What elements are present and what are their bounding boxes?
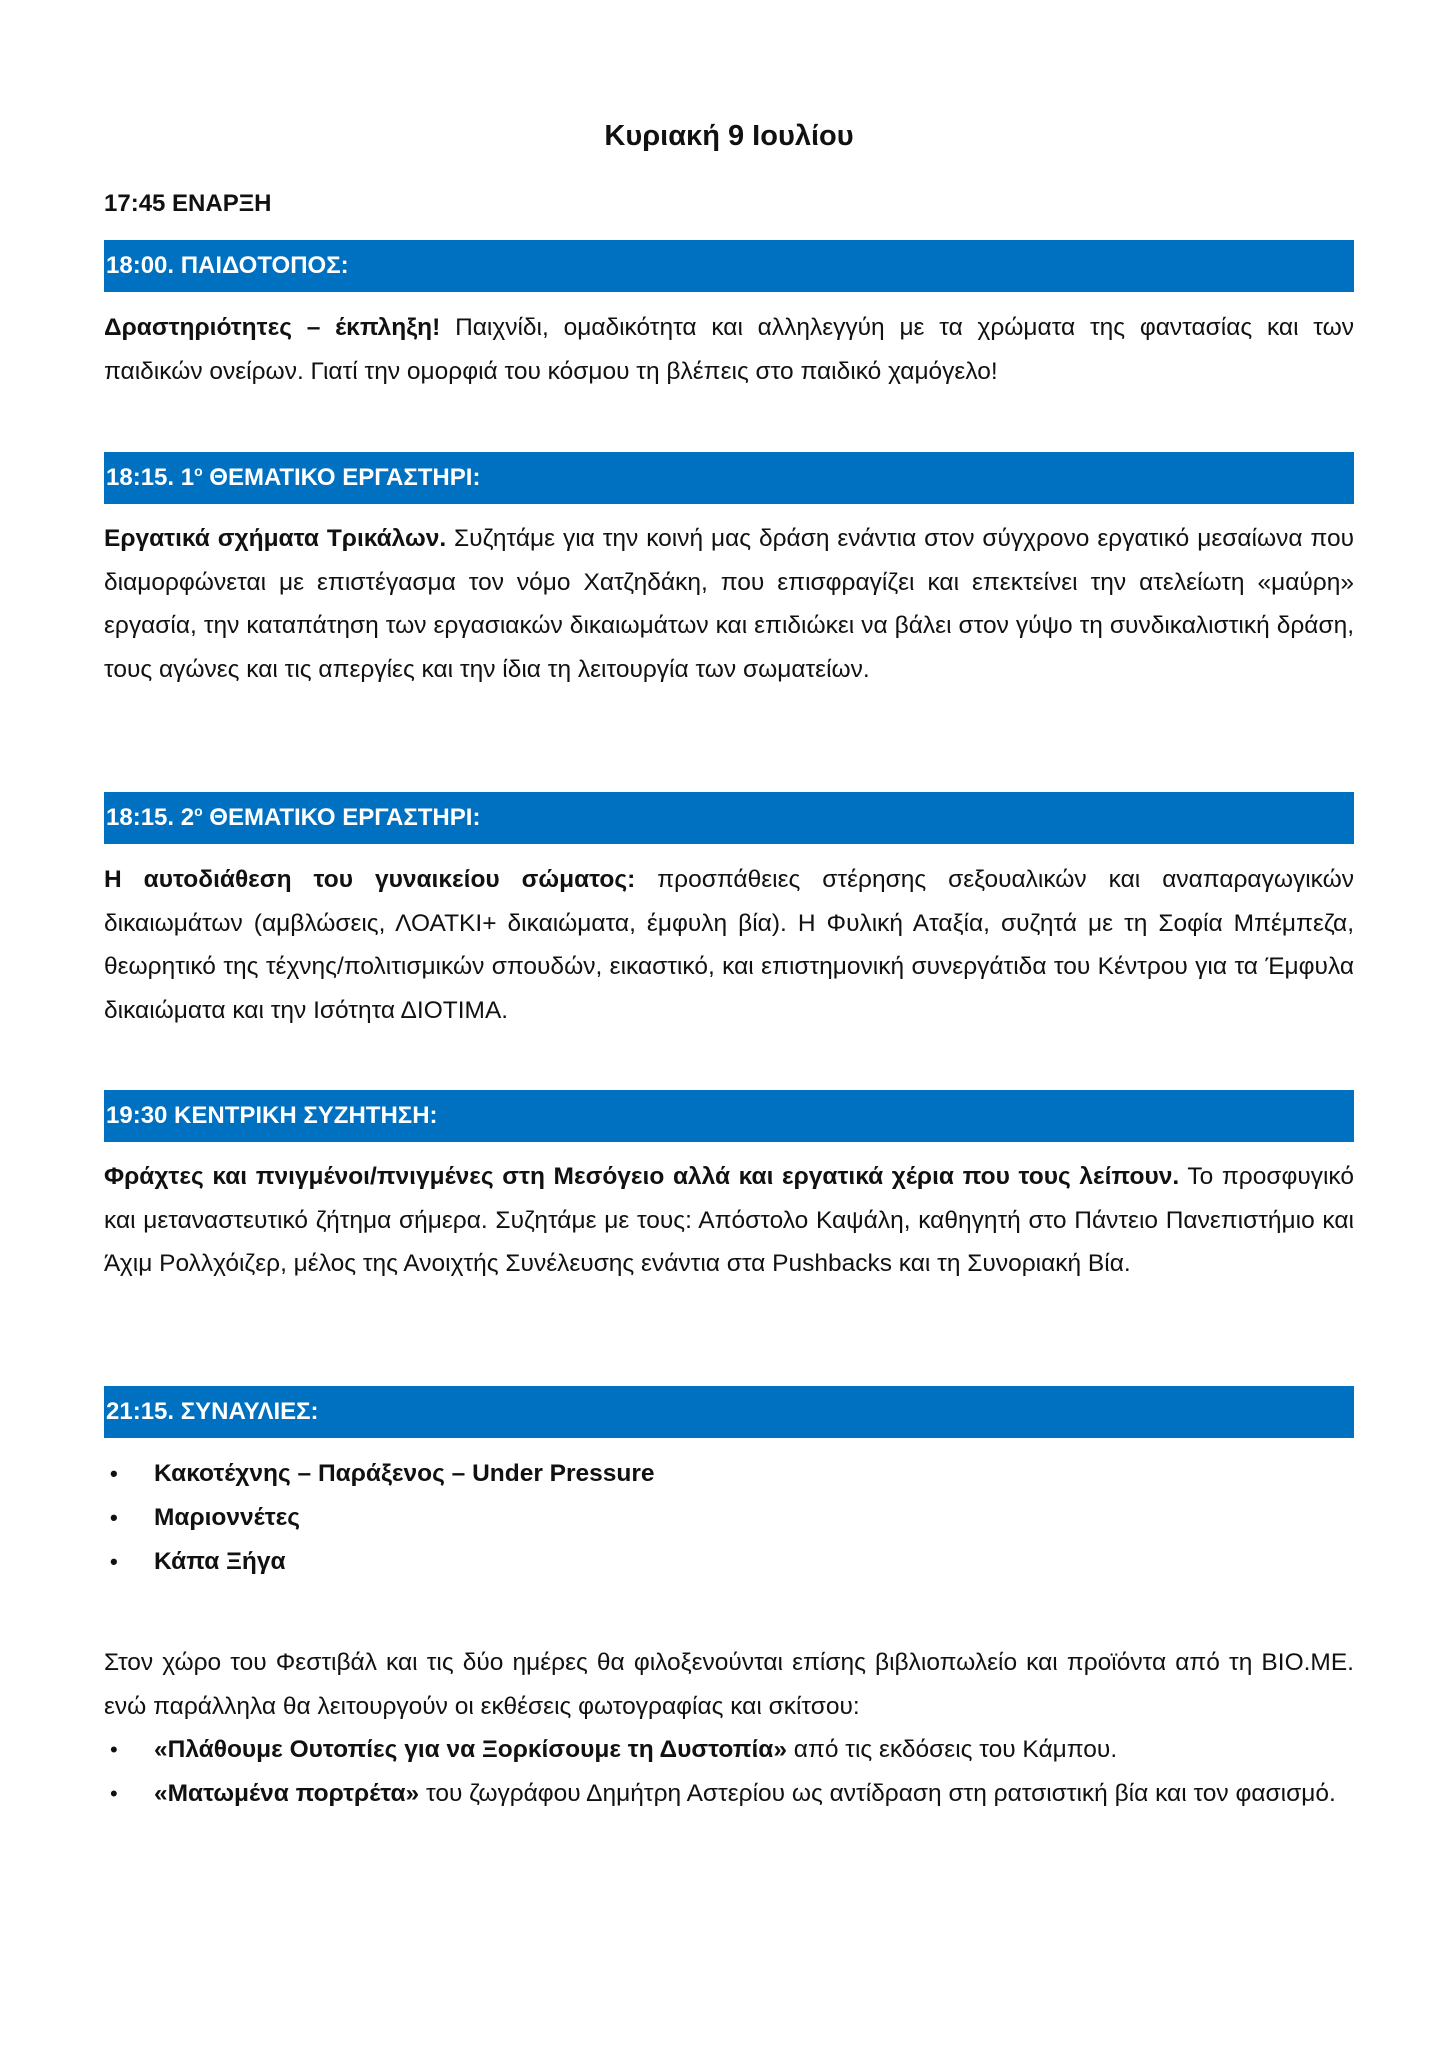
section-heading-paidotopos	[104, 240, 1354, 292]
section-body-workshop-2	[104, 858, 1354, 1032]
exhibition-title: «Πλάθουμε Ουτοπίες για να Ξορκίσουμε τη Δυστοπία»	[154, 1736, 787, 1763]
list-item	[104, 1452, 1354, 1496]
concert-name: Μαριοννέτες	[154, 1504, 301, 1531]
section-heading-text: ΘΕΜΑΤΙΚΟ ΕΡΓΑΣΤΗΡΙ:	[202, 464, 481, 491]
section-text: προσπάθειες στέρησης σεξουαλικών και αναπαραγωγικών δικαιωμάτων (αμβλώσεις, ΛΟΑΤΚΙ+ δικαιώματα, έμφυλη βία). Η Φυλική Αταξία, συζητά με τη Σοφία Μπέμπεζα, θεωρητικό της τέχνης/πολιτισμικών σπουδών, εικαστικό, και επιστημονική συνεργάτιδα του Κέντρου για τα Έμφυλα δικαιώματα και την Ισότητα ΔΙΟΤΙΜΑ.	[104, 866, 1354, 1024]
list-item	[104, 1772, 1354, 1816]
section-body-paidotopos	[104, 306, 1354, 393]
start-time: 17:45 ΕΝΑΡΞΗ	[104, 190, 272, 217]
section-heading-text: 21:15. ΣΥΝΑΥΛΙΕΣ:	[106, 1398, 319, 1425]
section-lead: Φράχτες και πνιγμένοι/πνιγμένες στη Μεσόγειο αλλά και εργατικά χέρια που τους λείπουν.	[104, 1163, 1180, 1190]
section-lead: Η αυτοδιάθεση του γυναικείου σώματος:	[104, 866, 636, 893]
ordinal-superscript: ο	[194, 803, 203, 819]
section-body-workshop-1	[104, 517, 1354, 691]
list-item	[104, 1728, 1354, 1772]
section-lead: Δραστηριότητες – έκπληξη!	[104, 314, 441, 341]
section-text: Συζητάμε για την κοινή μας δράση ενάντια στον σύγχρονο εργατικό μεσαίωνα που διαμορφώνεται με επιστέγασμα τον νόμο Χατζηδάκη, που επισφραγίζει και επεκτείνει την ατελείωτη «μαύρη» εργασία, την καταπάτηση των εργασιακών δικαιωμάτων και επιδιώκει να βάλει στον γύψο τη συνδικαλιστική δράση, τους αγώνες και τις απεργίες και την ίδια τη λειτουργία των σωματείων.	[104, 525, 1354, 683]
section-text: Παιχνίδι, ομαδικότητα και αλληλεγγύη με τα χρώματα της φαντασίας και των παιδικών ονείρων. Γιατί την ομορφιά του κόσμου τη βλέπεις στο παιδικό χαμόγελο!	[104, 314, 1354, 385]
bullet-icon: •	[110, 1505, 118, 1530]
page-title: Κυριακή 9 Ιουλίου	[604, 120, 854, 152]
exhibition-title: «Ματωμένα πορτρέτα»	[154, 1779, 420, 1807]
bullet-icon: •	[110, 1780, 118, 1806]
section-heading-text: 18:15. 2	[106, 804, 195, 831]
section-heading-text: 18:00. ΠΑΙΔΟΤΟΠΟΣ:	[106, 252, 349, 279]
section-heading-concerts	[104, 1386, 1354, 1438]
section-heading-workshop-1	[104, 452, 1354, 504]
section-heading-text: 18:15. 1	[106, 464, 195, 491]
section-heading-text: 19:30 ΚΕΝΤΡΙΚΗ ΣΥΖΗΤΗΣΗ:	[106, 1102, 438, 1129]
bullet-icon: •	[110, 1737, 118, 1762]
concert-name: Κάπα Ξήγα	[154, 1548, 286, 1575]
ordinal-superscript: ο	[194, 463, 203, 479]
bullet-icon: •	[110, 1549, 118, 1574]
list-item	[104, 1496, 1354, 1540]
section-lead: Εργατικά σχήματα Τρικάλων.	[104, 525, 447, 552]
bullet-icon: •	[110, 1461, 118, 1486]
section-heading-main-discussion	[104, 1090, 1354, 1142]
section-body-main-discussion	[104, 1155, 1354, 1286]
exhibition-text: από τις εκδόσεις του Κάμπου.	[786, 1736, 1118, 1763]
section-heading-text: ΘΕΜΑΤΙΚΟ ΕΡΓΑΣΤΗΡΙ:	[202, 804, 481, 831]
exhibition-text: του ζωγράφου Δημήτρη Αστερίου ως αντίδραση στη ρατσιστική βία και τον φασισμό.	[419, 1779, 1336, 1807]
concert-name: Κακοτέχνης – Παράξενος – Under Pressure	[154, 1460, 655, 1487]
concert-list	[104, 1452, 1354, 1584]
list-item	[104, 1540, 1354, 1584]
section-text: Το προσφυγικό και μεταναστευτικό ζήτημα σήμερα. Συζητάμε με τους: Απόστολο Καψάλη, καθηγητή στο Πάντειο Πανεπιστήμιο και Άχιμ Ρολλχόιζερ, μέλος της Ανοιχτής Συνέλευσης ενάντια στα Pushbacks και τη Συνοριακή Βία.	[104, 1163, 1354, 1277]
exhibition-list	[104, 1728, 1354, 1815]
closing-paragraph: Στον χώρο του Φεστιβάλ και τις δύο ημέρες θα φιλοξενούνται επίσης βιβλιοπωλείο και προϊόντα από τη ΒΙΟ.ΜΕ. ενώ παράλληλα θα λειτουργούν οι εκθέσεις φωτογραφίας και σκίτσου:	[104, 1649, 1354, 1720]
section-heading-workshop-2	[104, 792, 1354, 844]
